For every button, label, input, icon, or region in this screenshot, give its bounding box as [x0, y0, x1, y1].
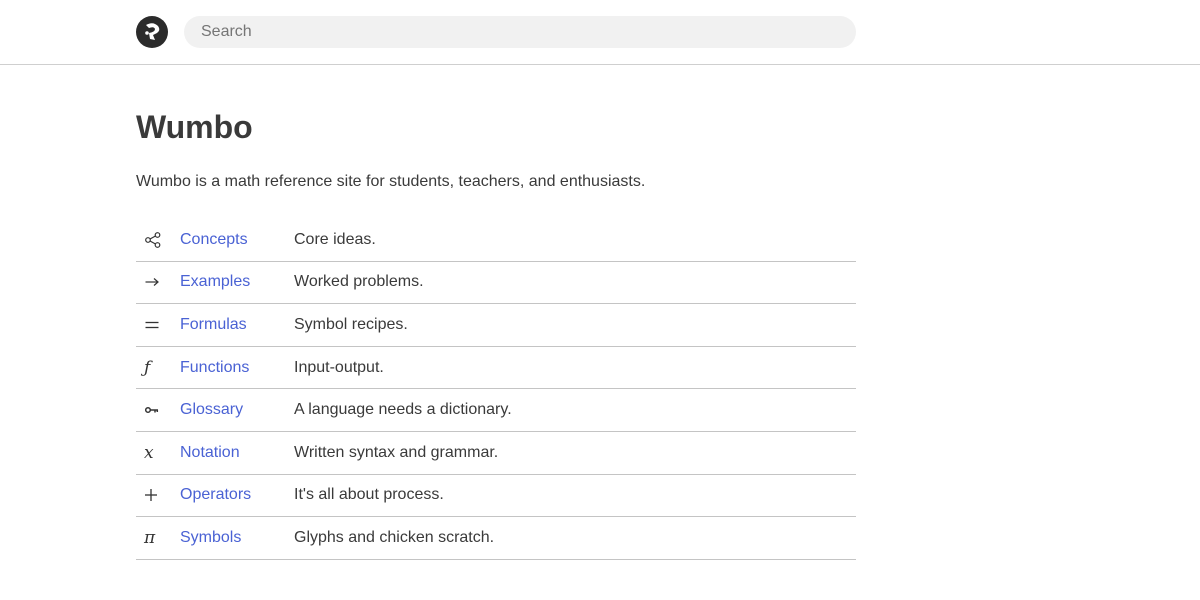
section-row-notation [136, 432, 856, 475]
section-row-symbols [136, 517, 856, 560]
notation-description: Written syntax and grammar. [294, 443, 499, 461]
section-row-concepts [136, 219, 856, 262]
glossary-description: A language needs a dictionary. [294, 401, 512, 419]
site-header [0, 0, 1200, 65]
equals-icon [136, 319, 180, 331]
section-row-examples [136, 262, 856, 305]
pi-icon: π [144, 527, 156, 548]
search-bar [184, 16, 856, 48]
glossary-link[interactable]: Glossary [180, 401, 244, 419]
page-title: Wumbo [136, 109, 253, 145]
functions-description: Input-output. [294, 358, 384, 376]
variable-x-icon: x [144, 442, 154, 463]
operators-link[interactable]: Operators [180, 486, 252, 504]
symbols-description: Glyphs and chicken scratch. [294, 528, 495, 546]
notation-link[interactable]: Notation [180, 443, 240, 461]
section-row-functions [136, 347, 856, 390]
share-icon [136, 231, 180, 249]
formulas-description: Symbol recipes. [294, 315, 408, 333]
section-list [136, 219, 856, 560]
concepts-description: Core ideas. [294, 230, 376, 248]
wumbo-logo-icon[interactable] [136, 16, 168, 48]
search-input[interactable] [184, 16, 856, 48]
formulas-link[interactable]: Formulas [180, 315, 247, 333]
operators-description: It's all about process. [294, 486, 444, 504]
section-row-formulas [136, 304, 856, 347]
intro-text: Wumbo is a math reference site for students, teachers, and enthusiasts. [136, 173, 646, 190]
examples-link[interactable]: Examples [180, 273, 251, 291]
symbols-link[interactable]: Symbols [180, 528, 242, 546]
arrow-right-icon [136, 276, 180, 288]
key-icon [136, 404, 180, 416]
section-row-glossary [136, 389, 856, 432]
plus-icon [136, 488, 180, 502]
functions-link[interactable]: Functions [180, 358, 250, 376]
function-icon: ƒ [144, 357, 151, 378]
main-content [136, 96, 856, 560]
concepts-link[interactable]: Concepts [180, 230, 248, 248]
section-row-operators [136, 475, 856, 518]
examples-description: Worked problems. [294, 273, 424, 291]
